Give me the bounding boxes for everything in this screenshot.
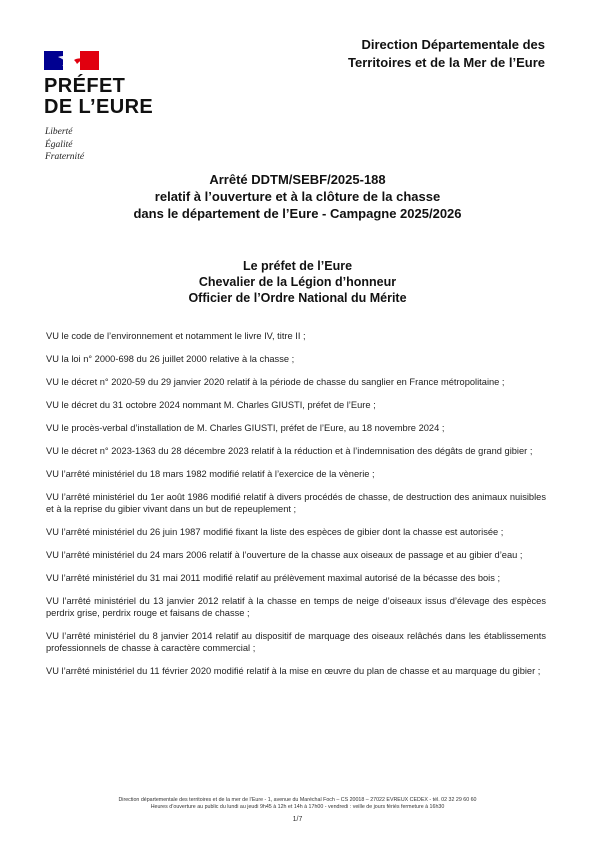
visa-item: VU l’arrêté ministériel du 13 janvier 2012 relatif à la chasse en temps de neige d’oiseaux issus d’élevage des espèces perdrix grise, perdrix rouge et faisans de chasse ; [46, 596, 546, 618]
decree-title-line-3: dans le département de l’Eure - Campagne 2025/2026 [133, 206, 462, 221]
visa-item: VU l’arrêté ministériel du 8 janvier 2014 relatif au dispositif de marquage des oiseaux relâchés dans les établissements professionnels de chasse à caractère commercial ; [46, 631, 546, 653]
visa-item: VU le décret du 31 octobre 2024 nommant M. Charles GIUSTI, préfet de l’Eure ; [46, 400, 376, 410]
republique-flag-icon [44, 51, 99, 70]
visa-item: VU l’arrêté ministériel du 11 février 2020 modifié relatif à la mise en œuvre du plan de chasse et au marquage du gibier ; [46, 666, 541, 676]
motto-liberte: Liberté [45, 127, 73, 137]
visa-item: VU le décret n° 2023-1363 du 28 décembre 2023 relatif à la réduction et à l’indemnisation des dégâts de grand gibier ; [46, 446, 533, 456]
motto-fraternite: Fraternité [45, 152, 85, 162]
prefect-line-3: Officier de l’Ordre National du Mérite [188, 291, 407, 305]
visa-item: VU la loi n° 2000-698 du 26 juillet 2000 relative à la chasse ; [46, 354, 295, 364]
visa-item: VU l’arrêté ministériel du 26 juin 1987 modifié fixant la liste des espèces de gibier dont la chasse est autorisée ; [46, 527, 504, 537]
issuing-directorate [348, 36, 545, 72]
prefect-brand [44, 76, 153, 118]
page-number: 1/7 [292, 816, 303, 823]
brand-line-1: PRÉFET [44, 75, 126, 97]
prefect-titles [0, 258, 595, 306]
prefect-line-1: Le préfet de l’Eure [242, 259, 353, 273]
visa-item: VU l’arrêté ministériel du 1er août 1986 modifié relatif à divers procédés de chasse, de destruction des animaux nuisibles et à la reprise du gibier vivant dans un but de repeuplement ; [46, 492, 546, 514]
footer-opening-hours: Heures d’ouverture au public du lundi au jeudi 9h45 à 12h et 14h à 17h00 - vendredi : veille de jours fériés fermeture à 16h30 [150, 804, 445, 811]
directorate-line-1: Direction Départementale des [361, 37, 545, 52]
visa-item: VU l’arrêté ministériel du 18 mars 1982 modifié relatif à l’exercice de la vènerie ; [46, 469, 375, 479]
directorate-line-2: Territoires et de la Mer de l’Eure [348, 55, 545, 70]
page-footer [0, 797, 595, 812]
decree-title-line-2: relatif à l’ouverture et à la clôture de la chasse [154, 189, 441, 204]
prefect-line-2: Chevalier de la Légion d’honneur [198, 275, 397, 289]
brand-line-2: DE L’EURE [44, 96, 154, 118]
footer-address: Direction départementale des territoires et de la mer de l’Eure - 1, avenue du Maréchal Foch – CS 20018 – 27022 EVREUX CEDEX - tél. 02 32 29 60 60 [118, 797, 477, 803]
visa-item: VU le procès-verbal d’installation de M. Charles GIUSTI, préfet de l’Eure, au 18 novembre 2024 ; [46, 423, 445, 433]
visa-item: VU l’arrêté ministériel du 31 mai 2011 modifié relatif au prélèvement maximal autorisé de la bécasse des bois ; [46, 573, 501, 583]
motto-egalite: Égalité [45, 139, 73, 150]
decree-title [0, 171, 595, 222]
visa-item: VU le décret n° 2020-59 du 29 janvier 2020 relatif à la période de chasse du sanglier en France métropolitaine ; [46, 377, 505, 387]
visa-item: VU le code de l’environnement et notamment le livre IV, titre II ; [46, 331, 306, 341]
visa-item: VU l’arrêté ministériel du 24 mars 2006 relatif à l’ouverture de la chasse aux oiseaux de passage et au gibier d’eau ; [46, 550, 523, 560]
republic-motto [45, 126, 84, 164]
decree-title-line-1: Arrêté DDTM/SEBF/2025-188 [209, 172, 386, 187]
visa-list [46, 330, 546, 688]
